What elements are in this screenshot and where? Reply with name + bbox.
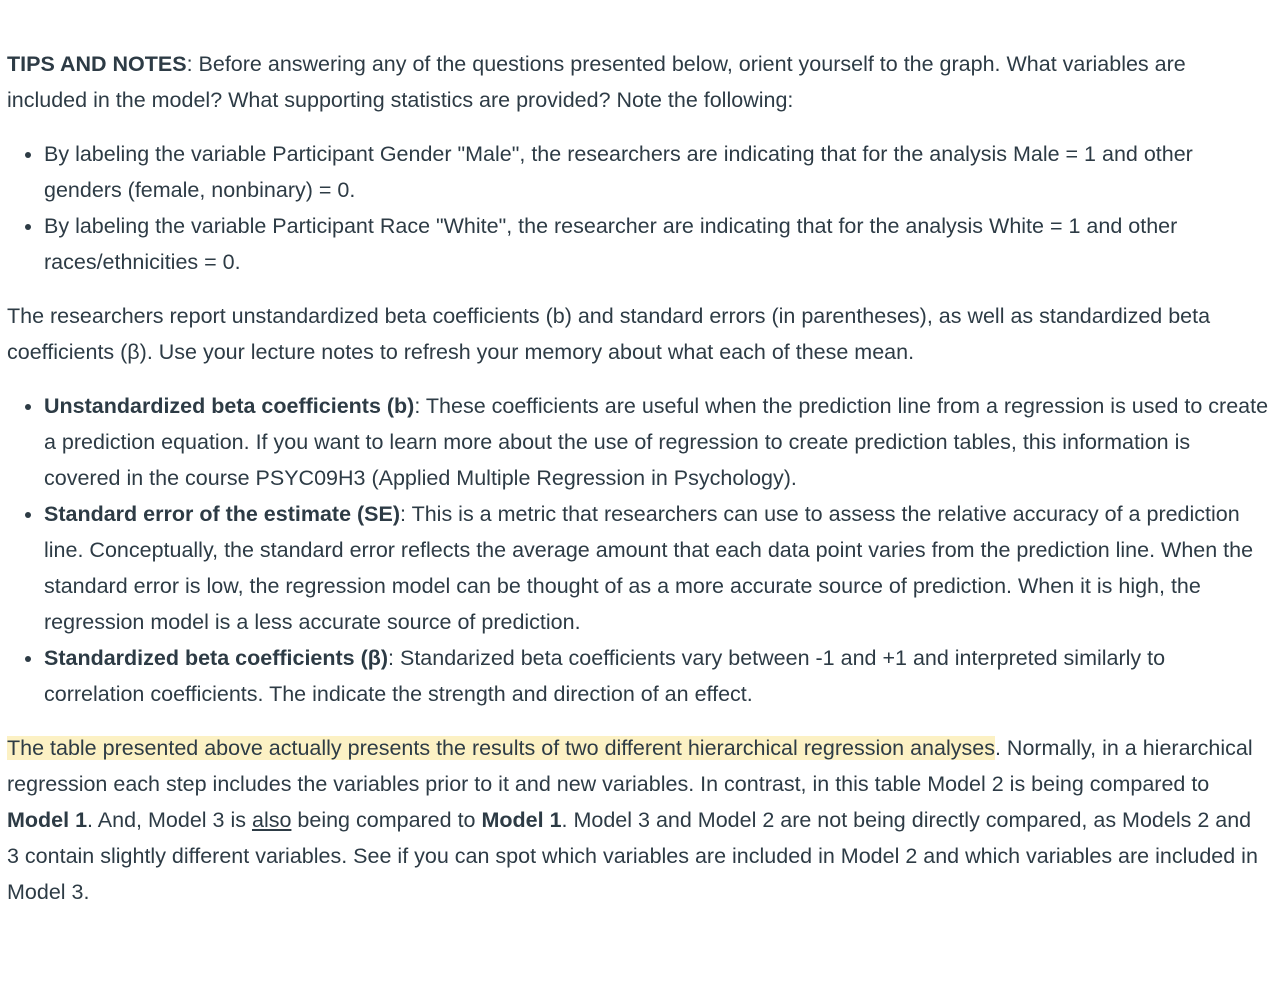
- note-text: By labeling the variable Participant Gender "Male", the researchers are indicating that for the analysis Male = 1 and other genders (female, nonbinary) = 0.: [44, 142, 1193, 202]
- closing-paragraph: [7, 730, 1269, 910]
- definition-term: Unstandardized beta coefficients (b): [44, 394, 415, 418]
- definition-text: : This is a metric that researchers can use to assess the relative accuracy of a prediction line. Conceptually, the standard error reflects the average amount that each data point varies from the prediction line. When the standard error is low, the regression model can be thought of as a more accurate source of prediction. When it is high, the regression model is a less accurate source of prediction.: [44, 502, 1254, 634]
- closing-text: . Model 3 and Model 2 are not being directly compared, as Models 2 and 3 contain slightly different variables. See if you can spot which variables are included in Model 2 and which variables are included in Model 3.: [7, 808, 1258, 904]
- closing-text: . And, Model 3 is: [87, 808, 252, 832]
- definitions-list: [7, 388, 1269, 712]
- list-item: [44, 496, 1269, 640]
- definition-text: : Standarized beta coefficients vary between -1 and +1 and interpreted similarly to correlation coefficients. The indicate the strength and direction of an effect.: [44, 646, 1166, 706]
- intro-paragraph: [7, 46, 1269, 118]
- notes-list: [7, 136, 1269, 280]
- intro-text: : Before answering any of the questions presented below, orient yourself to the graph. What variables are included in the model? What supporting statistics are provided? Note the following:: [7, 52, 1186, 112]
- highlighted-text: The table presented above actually presents the results of two different hierarchical regression analyses: [7, 736, 995, 760]
- list-item: [44, 388, 1269, 496]
- definition-term: Standardized beta coefficients (β): [44, 646, 389, 670]
- list-item: [44, 208, 1269, 280]
- tips-label: TIPS AND NOTES: [7, 52, 187, 76]
- definition-text: : These coefficients are useful when the prediction line from a regression is used to create a prediction equation. If you want to learn more about the use of regression to create prediction tables, this information is covered in the course PSYC09H3 (Applied Multiple Regression in Psychology).: [44, 394, 1269, 490]
- closing-text: . Normally, in a hierarchical regression each step includes the variables prior to it and new variables. In contrast, in this table Model 2 is being compared to: [7, 736, 1253, 796]
- list-item: [44, 136, 1269, 208]
- also-underlined: also: [251, 808, 292, 832]
- document-body: [7, 46, 1269, 928]
- closing-text: being compared to: [291, 808, 482, 832]
- note-text: By labeling the variable Participant Race "White", the researcher are indicating that for the analysis White = 1 and other races/ethnicities = 0.: [44, 214, 1178, 274]
- definition-term: Standard error of the estimate (SE): [44, 502, 401, 526]
- model1-bold: Model 1: [7, 808, 88, 832]
- coefficients-intro-paragraph: [7, 298, 1269, 370]
- coefficients-intro-text: The researchers report unstandardized beta coefficients (b) and standard errors (in parentheses), as well as standardized beta coefficients (β). Use your lecture notes to refresh your memory about what each of these mean.: [7, 304, 1211, 364]
- list-item: [44, 640, 1269, 712]
- model1-bold: Model 1: [481, 808, 562, 832]
